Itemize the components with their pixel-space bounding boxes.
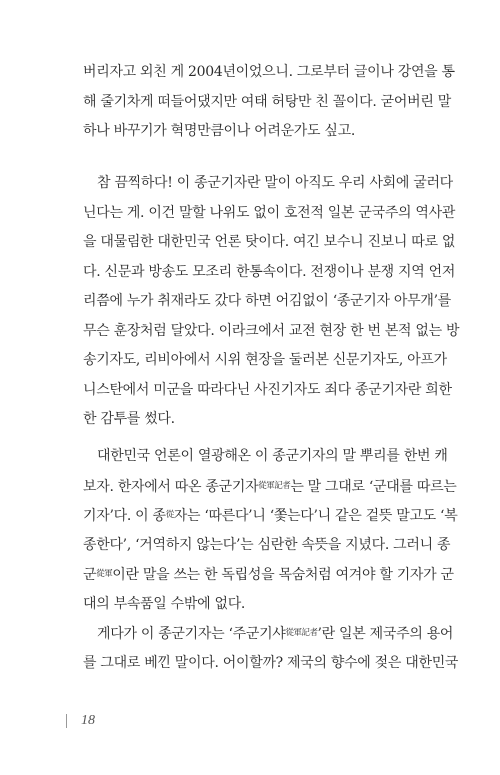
text-run: 이란 말을 쓰는 한 독립성을 목숨처럼 여겨야 할 기자가 군 <box>112 567 454 583</box>
page-footer <box>66 713 95 729</box>
text-line: 참 끔찍하다! 이 종군기자란 말이 아직도 우리 사회에 굴러다 <box>97 175 453 191</box>
text-line <box>83 501 458 531</box>
text-run: 는 말 그대로 ‘군대를 따르는 <box>290 478 457 495</box>
text-line <box>83 590 421 620</box>
hanja-gloss: 從 <box>165 510 174 520</box>
text-line <box>83 649 459 679</box>
text-run: 자는 ‘따른다’니 ‘쫓는다’니 같은 겉뜻 말고도 ‘복 <box>173 508 458 524</box>
text-line: 하나 바꾸기가 혁명만큼이나 어려운가도 싶고. <box>83 123 356 139</box>
folio-divider <box>66 714 67 728</box>
text-run: ’란 일본 제국주의 용어 <box>317 626 454 642</box>
text-run: 종한다’, ‘거역하지 않는다’는 심란한 속뜻을 지녔다. 그러니 종 <box>83 536 451 553</box>
page-number: 18 <box>81 713 95 728</box>
text-line <box>83 531 451 561</box>
text-line: 리쯤에 누가 취재라도 갔다 하면 어김없이 ‘종군기자 아무개’를 <box>83 293 451 309</box>
text-run: 게다가 이 종군기자는 ‘주군기샤 <box>97 626 286 642</box>
text-line: 을 대물림한 대한민국 언론 탓이다. 여긴 보수니 진보니 따로 없 <box>83 234 456 250</box>
text-run: 보자. 한자에서 따온 종군기자 <box>83 478 259 495</box>
text-run: 대의 부속품일 수밖에 없다. <box>83 595 246 612</box>
paragraph-1 <box>83 58 455 147</box>
text-line: 한 감투를 썼다. <box>83 411 175 427</box>
text-line <box>83 619 454 649</box>
text-line: 다. 신문과 방송도 모조리 한통속이다. 전쟁이나 분쟁 지역 언저 <box>83 263 456 280</box>
text-line <box>83 472 457 502</box>
hanja-gloss: 從軍記者 <box>258 480 291 491</box>
text-line: 해 줄기차게 떠들어댔지만 여태 허탕만 친 꼴이다. 굳어버린 말 <box>83 93 451 110</box>
paragraph-3 <box>83 442 459 678</box>
text-run: 대한민국 언론이 열광해온 이 종군기자의 말 뿌리를 한번 캐 <box>97 448 448 464</box>
hanja-gloss: 從軍記者 <box>285 628 318 638</box>
text-line: 닌다는 게. 이건 말할 나위도 없이 호전적 일본 군국주의 역사관 <box>83 204 456 221</box>
text-line <box>83 560 454 590</box>
text-run: 를 그대로 베낀 말이다. 어이할까? 제국의 향수에 젖은 대한민국 <box>83 654 459 671</box>
text-run: 기자’다. 이 종 <box>83 508 166 524</box>
text-line: 송기자도, 리비아에서 시위 현장을 둘러본 신문기자도, 아프가 <box>83 352 447 368</box>
paragraph-2 <box>83 169 460 435</box>
hanja-gloss: 從軍 <box>96 569 113 579</box>
text-run: 군 <box>83 567 97 583</box>
text-line <box>83 442 448 472</box>
text-line: 니스탄에서 미군을 따라다닌 사진기자도 죄다 종군기자란 희한 <box>83 381 452 398</box>
text-line: 무슨 훈장처럼 달았다. 이라크에서 교전 현장 한 번 본적 없는 방 <box>83 322 460 339</box>
text-line: 버리자고 외친 게 2004년이었으니. 그로부터 글이나 강연을 통 <box>83 64 455 80</box>
